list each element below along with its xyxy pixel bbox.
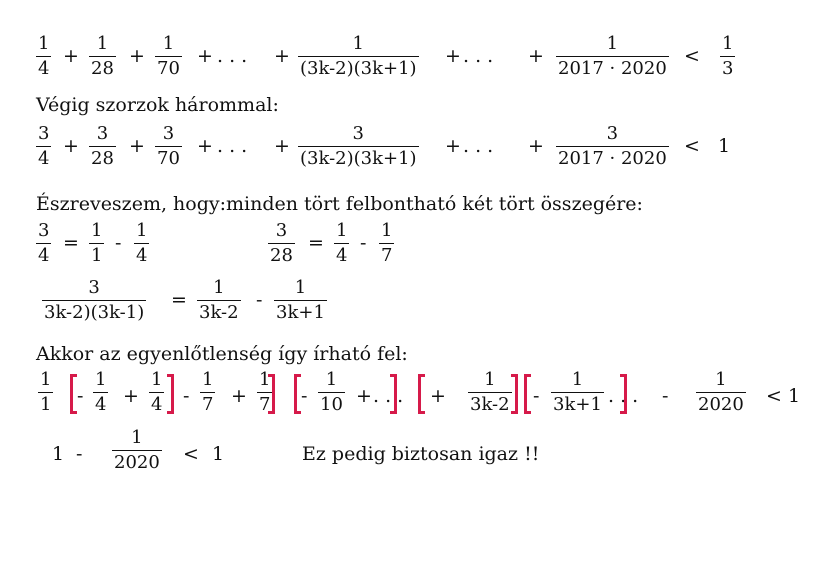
red-bracket-open (524, 374, 531, 414)
fraction-1-3: $\frac{1}{3}$ (722, 33, 734, 79)
plus: + (274, 45, 290, 67)
plus: + (528, 135, 544, 157)
fraction-1-10: $\frac{1}{10}$ (320, 369, 343, 415)
fraction-1-3k-2: $\frac{1}{3k-2}$ (470, 369, 510, 415)
ellipsis: . . . (217, 135, 248, 157)
minus: - (662, 385, 669, 407)
fraction-last-term: $\frac{1}{2017 \cdot 2020}$ (558, 33, 667, 79)
minus: - (301, 385, 308, 407)
plus: + (129, 135, 145, 157)
plus: + (123, 385, 139, 407)
plus: + (63, 135, 79, 157)
equals: = (171, 289, 187, 311)
one: 1 (52, 443, 65, 465)
fraction-3-4: $\frac{3}{4}$ (38, 220, 50, 266)
fraction-1-4: $\frac{1}{4}$ (136, 220, 148, 266)
less-than: < (684, 135, 700, 157)
fraction-1-70: $\frac{1}{70}$ (157, 33, 180, 79)
fraction-1-3k-2: $\frac{1}{3k-2}$ (199, 277, 239, 323)
red-bracket-close (620, 374, 627, 414)
red-bracket-open (418, 374, 425, 414)
fraction-general-3: $\frac{3}{3k-2)(3k-1)}$ (44, 277, 145, 323)
ellipsis: . . . (463, 45, 494, 67)
minus: - (256, 289, 263, 311)
fraction-1-28: $\frac{1}{28}$ (91, 33, 114, 79)
fraction-1-1: $\frac{1}{1}$ (91, 220, 103, 266)
red-bracket-close (167, 374, 174, 414)
rhs-one: 1 (718, 135, 731, 157)
less-than: < (684, 45, 700, 67)
minus: - (183, 385, 190, 407)
minus: - (360, 232, 367, 254)
ellipsis: . . . (608, 385, 639, 407)
equals: = (63, 232, 79, 254)
fraction-1-4: $\frac{1}{4}$ (38, 33, 50, 79)
red-bracket-open (70, 374, 77, 414)
rhs-one: 1 (212, 443, 225, 465)
fraction-1-4: $\frac{1}{4}$ (151, 369, 163, 415)
fraction-1-4: $\frac{1}{4}$ (95, 369, 107, 415)
fraction-3-28: $\frac{3}{28}$ (270, 220, 293, 266)
plus: + (231, 385, 247, 407)
minus: - (76, 443, 83, 465)
ellipsis: . . . (217, 45, 248, 67)
plus: + (129, 45, 145, 67)
plus: + (63, 45, 79, 67)
plus: + (445, 135, 461, 157)
fraction-1-3k+1: $\frac{1}{3k+1}$ (276, 277, 325, 323)
fraction-general-term: $\frac{1}{(3k-2)(3k+1)}$ (300, 33, 417, 79)
fraction-1-2020: $\frac{1}{2020}$ (698, 369, 744, 415)
plus: + (528, 45, 544, 67)
fraction-1-7: $\frac{1}{7}$ (381, 220, 393, 266)
sentence-rewrite: Akkor az egyenlőtlenség így írható fel: (36, 343, 408, 365)
ellipsis: . . . (463, 135, 494, 157)
plus: + (274, 135, 290, 157)
fraction-3-70: $\frac{3}{70}$ (157, 123, 180, 169)
plus: + (197, 45, 213, 67)
equals: = (308, 232, 324, 254)
fraction-3-4: $\frac{3}{4}$ (38, 123, 50, 169)
ellipsis: . . . (373, 385, 404, 407)
minus: - (77, 385, 84, 407)
fraction-1-1: $\frac{1}{1}$ (40, 369, 52, 415)
rhs-less-than-one: < 1 (766, 385, 801, 407)
minus: - (533, 385, 540, 407)
fraction-3-28: $\frac{3}{28}$ (91, 123, 114, 169)
fraction-1-7: $\frac{1}{7}$ (202, 369, 214, 415)
minus: - (115, 232, 122, 254)
red-bracket-close (511, 374, 518, 414)
fraction-general-term: $\frac{3}{(3k-2)(3k+1)}$ (300, 123, 417, 169)
sentence-observation: Észreveszem, hogy:minden tört felbontható két tört összegére: (36, 193, 643, 215)
red-bracket-close (390, 374, 397, 414)
plus: + (197, 135, 213, 157)
conclusion-text: Ez pedig biztosan igaz !! (302, 443, 540, 465)
plus: + (356, 385, 372, 407)
fraction-last-term: $\frac{3}{2017 \cdot 2020}$ (558, 123, 667, 169)
fraction-1-2020: $\frac{1}{2020}$ (114, 427, 160, 473)
red-bracket-open (294, 374, 301, 414)
sentence-multiply: Végig szorzok hárommal: (36, 94, 279, 116)
plus: + (445, 45, 461, 67)
less-than: < (183, 443, 199, 465)
fraction-1-3k+1: $\frac{1}{3k+1}$ (553, 369, 602, 415)
fraction-1-4: $\frac{1}{4}$ (336, 220, 348, 266)
red-bracket-close (268, 374, 275, 414)
fraction-1-7: $\frac{1}{7}$ (259, 369, 271, 415)
plus: + (430, 385, 446, 407)
